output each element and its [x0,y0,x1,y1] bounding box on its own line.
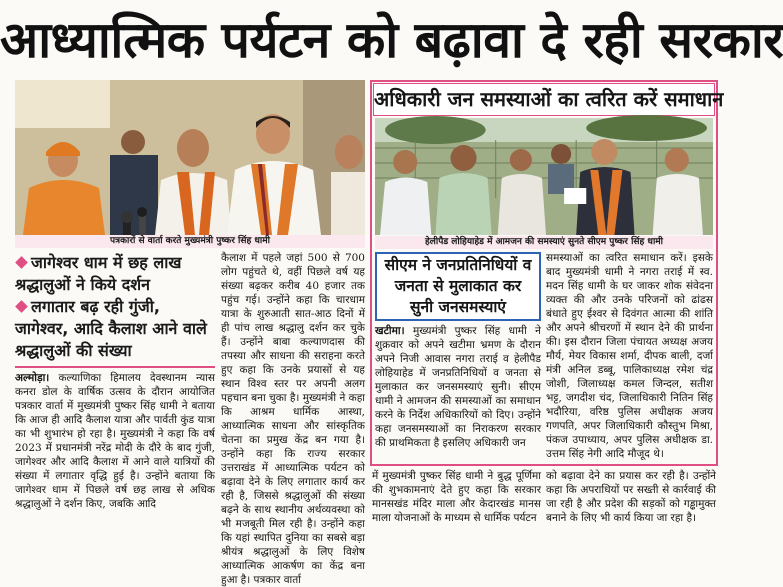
wall-window [15,80,110,128]
subhead-text: जागेश्वर धाम में छह लाख श्रद्धालुओं ने किये दर्शन [15,253,182,294]
person-background-figure [548,144,574,194]
article-text: को बढ़ावा देने का प्रयास कर रही है। उन्होंने कहा कि अपराधियों पर सख्ती से कार्रवाई की जा रही है और प्रदेश की सड़कों को गड्ढामुक्त बनाने के लिए भी कार्य किया जा रहा है। [546,470,716,524]
person-right-edge [331,135,365,235]
article-text: में मुख्यमंत्री पुष्कर सिंह धामी ने बुद्ध पूर्णिमा की शुभकामनाएं देते हुए कहा कि सरकार मानसखंड मंदिर माला और केदारखंड मानस माला योजनाओं के माध्यम से धार्मिक पर्यटन [372,470,541,524]
left-subheads [15,252,215,364]
press-conference-photo [15,80,365,235]
subhead-item [15,252,215,296]
tree [385,116,486,144]
head [591,139,617,165]
paper [564,188,586,204]
head [665,148,689,172]
main-headline: आध्यात्मिक पर्यटन को बढ़ावा दे रही सरकार [0,11,783,69]
body [331,172,365,235]
left-photo-caption: पत्रकारों से वार्ता करते मुख्यमंत्री पुष्कर सिंह धामी [15,235,365,248]
microphone-head [137,207,147,217]
article-paragraph [15,371,215,511]
article-text: समस्याओं का त्वरित समाधान करें। इसके बाद मुख्यमंत्री धामी ने नगरा तराई में स्व. मदन सिंह धामी के घर जाकर शोक संवेदना व्यक्त की और उनके परिजनों को ढांढस बंधाते हुए ईश्वर से दिवंगत आत्मा की शांति और अपने श्रीचरणों में स्थान देने की प्रार्थना की। इस दौरान जिला पंचायत अध्यक्ष अजय मौर्य, मेयर विकास शर्मा, दीपक बाली, दर्जा मंत्री अनिल डब्बू, पालिकाध्यक्ष रमेश चंद्र जोशी, जिलाध्यक्ष कमल जिन्दल, सतीश भट्ट, जगदीश चंद, जिलाधिकारी नितिन सिंह भदौरिया, वरिष्ठ पुलिस अधीक्षक अजय गणपति, अपर जिलाधिकारी कौस्तुभ मिश्रा, पंकज उपाध्याय, अपर पुलिस अधीक्षक डा. उत्तम सिंह नेगी आदि मौजूद थे। [546,252,713,460]
article-text: कैलाश में पहले जहां 500 से 700 लोग पहुंचते थे, वहीं पिछले वर्ष यह संख्या बढ़कर करीब 40 हजार तक पहुंच गई। उन्होंने कहा कि चारधाम यात्रा के शुरुआती सात-आठ दिनों में ही पांच लाख श्रद्धालु दर्शन कर चुके हैं। उन्होंने बाबा कल्याणदास की तपस्या और साधना की सराहना करते हुए कहा कि उनके प्रयासों से यह स्थान विश्व स्तर पर अपनी अलग पहचान बना चुका है। मुख्यमंत्री ने कहा कि आश्रम धार्मिक आस्था, आध्यात्मिक साधना और सांस्कृतिक चेतना का प्रमुख केंद्र बन गया है। उन्होंने कहा कि राज्य सरकार उत्तराखंड में आध्यात्मिक पर्यटन को बढ़ावा देने के लिए लगातार कार्य कर रही है, जिससे श्रद्धालुओं की संख्या बढ़ने के साथ स्थानीय अर्थव्यवस्था को भी मजबूती मिल रही है। उन्होंने कहा कि यहां स्थापित दुनिया का सबसे बड़ा श्रीयंत्र श्रद्धालुओं के लिए विशेष आध्यात्मिक आकर्षण का केंद्र बना हुआ है। पत्रकार वार्ता [221,252,365,586]
article-text: कल्याणिका हिमालय देवस्थानम न्यास कनरा डोल के वार्षिक उत्सव के दौरान आयोजित पत्रकार वार्ता में मुख्यमंत्री पुष्कर सिंह धामी ने बताया कि आज ही आदि कैलाश यात्रा और पार्वती कुंड यात्रा का भी शुभारंभ हो रहा है। मुख्यमंत्री ने कहा कि वर्ष 2023 में प्रधानमंत्री नरेंद्र मोदी के दौरे के बाद गुंजी, जागेश्वर और आदि कैलाश में आने वाले यात्रियों की संख्या में लगातार वृद्धि हुई है। उन्होंने बताया कि जागेश्वर धाम में पिछले वर्ष छह लाख से अधिक श्रद्धालुओं ने दर्शन किए, जबकि आदि [15,372,215,510]
body [380,178,431,236]
left-article-column-2 [221,251,365,586]
right-article-column-1 [375,324,541,463]
right-article-column-2 [546,251,713,463]
head [510,149,532,171]
body [435,173,491,235]
section-divider [15,366,215,368]
right-article-headline: अधिकारी जन समस्याओं का त्वरित करें समाधान [373,83,715,116]
left-article-column-1 [15,371,215,527]
body [23,180,105,235]
right-photo-caption: हेलीपैड लोहियाहेड में आमजन की समस्याएं सुनते सीएम पुष्कर सिंह धामी [375,236,713,249]
head [450,145,476,171]
article-text: मुख्यमंत्री पुष्कर सिंह धामी ने शुक्रवार को अपने खटीमा भ्रमण के दौरान अपने निजी आवास नगरा तराई व हेलीपैड लोहियाहेड में जनप्रतिनिधियों व जनता से मुलाकात कर जनसमस्याएं सुनी। सीएम धामी ने आमजन की समस्याओं का समाधान करने के निर्देश अधिकारियों को दिए। उन्होंने कहा जनसमस्याओं का निराकरण सरकार की प्राथमिकता है इसलिए अधिकारी जन [375,325,542,449]
head [335,135,363,169]
body [653,174,703,235]
article-paragraph [375,324,541,450]
body [110,155,158,235]
body [227,161,321,235]
subhead-item [15,296,215,362]
head [177,129,209,167]
diamond-bullet-icon [15,300,28,313]
head [551,144,571,164]
microphone-head [121,211,133,223]
microphone [139,214,146,235]
body [498,174,546,235]
head [121,130,145,154]
dateline: अल्मोड़ा। [15,372,50,384]
tree [586,115,707,141]
press-conference-photo-image [15,80,365,235]
left-article-continuation-2 [546,469,716,527]
public-hearing-photo-image [375,118,713,235]
public-hearing-photo [375,118,713,235]
left-article-continuation-1 [372,469,541,527]
subhead-text: लगातार बढ़ रही गुंजी, जागेश्वर, आदि कैलाश आने वाले श्रद्धालुओं की संख्या [15,297,207,360]
right-subhead: सीएम ने जनप्रतिनिधियों व जनता से मुलाकात कर सुनी जनसमस्याएं [384,256,532,316]
head [393,150,417,174]
right-subhead-box [375,252,541,321]
dateline: खटीमा। [375,325,405,337]
diamond-bullet-icon [15,256,28,269]
